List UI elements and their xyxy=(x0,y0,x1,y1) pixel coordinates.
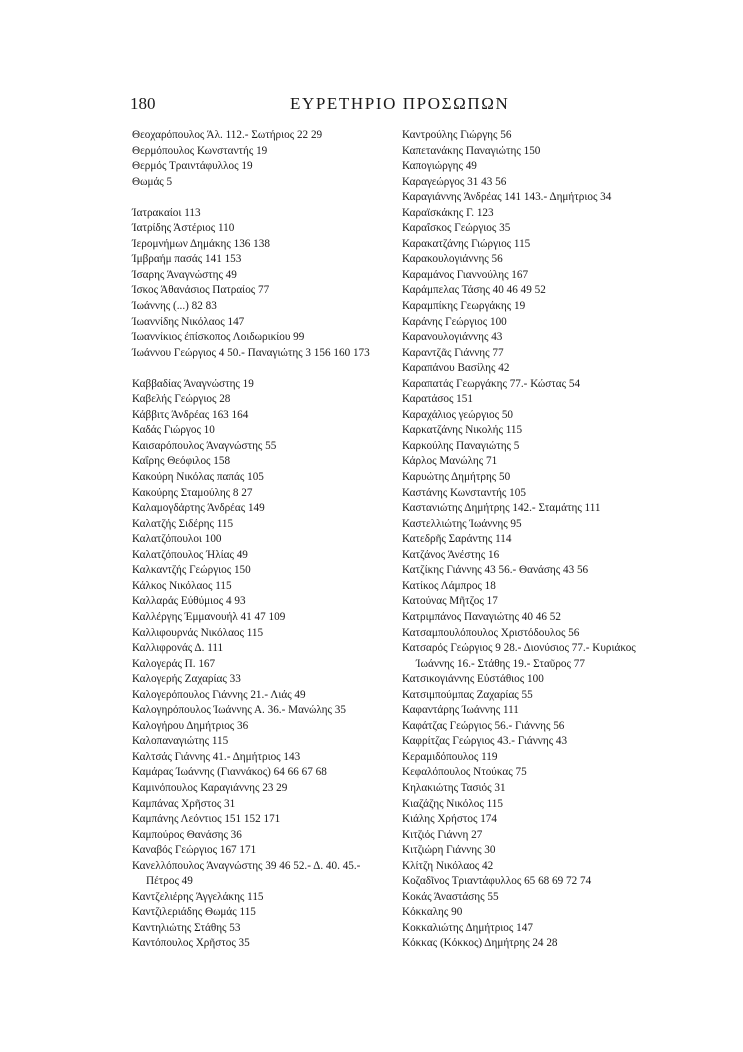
right-index-column xyxy=(402,128,642,952)
index-entry: Καλλέργης Έμμανουήλ 41 47 109 xyxy=(132,610,286,623)
index-entry: Καρυώτης Δημήτρης 50 xyxy=(402,471,511,484)
index-entry: Κηλακιώτης Τασιός 31 xyxy=(402,781,506,794)
index-entry: Καπετανάκης Παναγιώτης 150 xyxy=(402,144,541,157)
index-entry: Κιάλης Χρήστος 174 xyxy=(402,813,497,826)
index-entry: Καδάς Γιώργος 10 xyxy=(132,424,215,437)
index-entry: Καπογιώργης 49 xyxy=(402,160,477,173)
index-entry: Καραχάλιος γεώργιος 50 xyxy=(402,408,514,421)
index-entry: Καναβός Γεώργιος 167 171 xyxy=(132,844,257,857)
index-entry: Ίσαρης Άναγνώστης 49 xyxy=(132,268,237,281)
index-entry: Κατσιμπούμπας Ζαχαρίας 55 xyxy=(402,688,533,701)
index-entry: Καφάτζας Γεώργιος 56.- Γιάννης 56 xyxy=(402,719,565,732)
index-entry: Καλογηρόπουλος Ίωάννης Α. 36.- Μανώλης 35 xyxy=(132,704,346,717)
index-entry: Καρκούλης Παναγιώτης 5 xyxy=(402,439,520,452)
index-entry: Καλογεράς Π. 167 xyxy=(132,657,216,670)
index-entry: Κεραμιδόπουλος 119 xyxy=(402,750,498,763)
index-entry: Ίμβραήμ πασάς 141 153 xyxy=(132,253,242,266)
left-index-column xyxy=(132,128,372,952)
index-entry: Κακούρη Νικόλας παπάς 105 xyxy=(132,471,264,484)
index-entry: Καλοπαναγιώτης 115 xyxy=(132,735,229,748)
index-entry: Κεφαλόπουλος Ντούκας 75 xyxy=(402,766,527,779)
index-entry: Ίωάννου Γεώργιος 4 50.- Παναγιώτης 3 156 160 173 xyxy=(132,346,370,359)
index-entry: Καραπατάς Γεωργάκης 77.- Κώστας 54 xyxy=(402,377,581,390)
index-entry: Κανελλόπουλος Άναγνώστης 39 46 52.- Δ. 40. 45.- Πέτρος 49 xyxy=(132,859,361,888)
index-entry: Κοζαδῖνος Τριαντάφυλλος 65 68 69 72 74 xyxy=(402,875,592,888)
index-entry: Καραμάνος Γιαννούλης 167 xyxy=(402,268,529,281)
index-entry: Καλκαντζής Γεώργιος 150 xyxy=(132,564,251,577)
index-entry: Κάλκος Νικόλαος 115 xyxy=(132,579,232,592)
index-entry: Καντηλιώτης Στάθης 53 xyxy=(132,921,241,934)
index-entry: Καλογερόπουλος Γιάννης 21.- Λιάς 49 xyxy=(132,688,306,701)
index-entry: Καισαρόπουλος Άναγνώστης 55 xyxy=(132,439,277,452)
index-entry: Καρακατζάνης Γιώργιος 115 xyxy=(402,237,531,250)
index-entry: Κιαζάζης Νικόλος 115 xyxy=(402,797,503,810)
index-entry: Κατεδρῆς Σαράντης 114 xyxy=(402,533,512,546)
index-entry: Καντζελιέρης Άγγελάκης 115 xyxy=(132,890,264,903)
index-entry: Καρκατζάνης Νικολής 115 xyxy=(402,424,523,437)
index-entry: Καραϊσκάκης Γ. 123 xyxy=(402,206,494,219)
index-entry: Ίατρίδης Άστέριος 110 xyxy=(132,222,235,235)
index-group xyxy=(132,377,372,952)
index-entry: Κόκκας (Κόκκος) Δημήτρης 24 28 xyxy=(402,937,558,950)
index-entry: Κιτζιός Γιάννη 27 xyxy=(402,828,483,841)
index-entry: Καραγιάννης Άνδρέας 141 143.- Δημήτριος 34 xyxy=(402,191,612,204)
index-entry: Καρανουλογιάννης 43 xyxy=(402,331,503,344)
index-entry: Καλογήρου Δημήτριος 36 xyxy=(132,719,249,732)
index-entry: Ίωαννίδης Νικόλαος 147 xyxy=(132,315,245,328)
index-entry: Καλλιφρονάς Δ. 111 xyxy=(132,642,224,655)
index-entry: Καρακουλογιάννης 56 xyxy=(402,253,503,266)
index-entry: Καφρίτζας Γεώργιος 43.- Γιάννης 43 xyxy=(402,735,568,748)
page-number: 180 xyxy=(130,94,156,113)
index-entry: Κλίτζη Νικόλαος 42 xyxy=(402,859,494,872)
index-entry: Καραντζᾶς Γιάννης 77 xyxy=(402,346,504,359)
index-entry: Καμάρας Ίωάννης (Γιαννάκος) 64 66 67 68 xyxy=(132,766,327,779)
index-entry: Καντόπουλος Χρῆστος 35 xyxy=(132,937,250,950)
index-entry: Κόκκαλης 90 xyxy=(402,906,463,919)
index-entry: Θεοχαρόπουλος Άλ. 112.- Σωτήριος 22 29 xyxy=(132,129,323,141)
index-entry: Καραΐσκος Γεώργιος 35 xyxy=(402,222,511,235)
index-entry: Καντζιλεριάδης Θωμάς 115 xyxy=(132,906,256,919)
index-entry: Καλλιφουρνάς Νικόλαος 115 xyxy=(132,626,264,639)
index-entry: Καλαμογδάρτης Άνδρέας 149 xyxy=(132,502,265,515)
index-entry: Κάρλος Μανώλης 71 xyxy=(402,455,498,468)
index-entry: Καραγεώργος 31 43 56 xyxy=(402,175,507,188)
index-entry: Ίσκος Άθανάσιος Πατραίος 77 xyxy=(132,284,270,297)
index-entry: Καββαδίας Άναγνώστης 19 xyxy=(132,377,254,390)
index-entry: Κατίκος Λάμπρος 18 xyxy=(402,579,496,592)
index-entry: Καμπάνας Χρῆστος 31 xyxy=(132,797,236,810)
index-entry: Καΐρης Θεόφιλος 158 xyxy=(132,455,231,468)
index-entry: Καστανιώτης Δημήτρης 142.- Σταμάτης 111 xyxy=(402,502,601,515)
index-entry: Θερμός Τραιντάφυλλος 19 xyxy=(132,160,253,173)
index-entry: Καράμπελας Τάσης 40 46 49 52 xyxy=(402,284,546,297)
index-group xyxy=(132,128,372,190)
index-entry: Κατσαρός Γεώργιος 9 28.- Διονύσιος 77.- Κυριάκος Ίωάννης 16.- Στάθης 19.- Σταῦρος 77 xyxy=(402,642,636,670)
index-entry: Ίατρακαίοι 113 xyxy=(132,206,201,219)
index-entry: Καμπούρος Θανάσης 36 xyxy=(132,828,242,841)
index-entry: Καστάνης Κωνσταντής 105 xyxy=(402,486,526,499)
index-entry: Καμινόπουλος Καραγιάννης 23 29 xyxy=(132,781,288,794)
index-entry: Κοκάς Άναστάσης 55 xyxy=(402,890,499,903)
index-entry: Καστελλιώτης Ίωάννης 95 xyxy=(402,517,522,530)
index-entry: Κατζάνος Άνέστης 16 xyxy=(402,548,500,561)
index-entry: Καλατζόπουλος Ήλίας 49 xyxy=(132,548,248,561)
index-entry: Κιτζιώρη Γιάννης 30 xyxy=(402,844,496,857)
index-entry: Καραμπίκης Γεωργάκης 19 xyxy=(402,300,526,313)
index-entry: Καντρούλης Γιώργης 56 xyxy=(402,129,512,141)
index-entry: Καλτσάς Γιάννης 41.- Δημήτριος 143 xyxy=(132,750,301,763)
index-entry: Κατσικογιάννης Εὐστάθιος 100 xyxy=(402,673,544,686)
index-entry: Καβελής Γεώργιος 28 xyxy=(132,393,231,406)
index-group xyxy=(132,206,372,361)
index-entry: Κοκκαλιώτης Δημήτριος 147 xyxy=(402,921,533,934)
index-entry: Κακούρης Σταμούλης 8 27 xyxy=(132,486,253,499)
index-entry: Καλλαράς Εύθύμιος 4 93 xyxy=(132,595,246,608)
index-entry: Ίερομνήμων Δημάκης 136 138 xyxy=(132,237,270,250)
index-entry: Καρατάσος 151 xyxy=(402,393,473,406)
index-entry: Καράνης Γεώργιος 100 xyxy=(402,315,507,328)
index-entry: Καφαντάρης Ίωάννης 111 xyxy=(402,704,519,717)
index-entry: Καμπάνης Λεόντιος 151 152 171 xyxy=(132,813,281,826)
index-entry: Κατούνας Μῆτζος 17 xyxy=(402,595,498,608)
index-entry: Κατσαμπουλόπουλος Χριστόδουλος 56 xyxy=(402,626,580,639)
index-entry: Καλογερής Ζαχαρίας 33 xyxy=(132,673,241,686)
index-entry: Ίωάννης (...) 82 83 xyxy=(132,300,217,313)
index-entry: Θωμάς 5 xyxy=(132,175,173,188)
index-entry: Καλατζής Σιδέρης 115 xyxy=(132,517,234,530)
group-spacer xyxy=(132,361,372,377)
index-entry: Κατριμπάνος Παναγιώτης 40 46 52 xyxy=(402,610,561,623)
running-title: ΕΥΡΕΤΗΡΙΟ ΠΡΟΣΩΠΩΝ xyxy=(290,94,510,113)
group-spacer xyxy=(132,190,372,206)
index-entry: Καραπάνου Βασίλης 42 xyxy=(402,362,510,375)
index-entry: Ίωαννίκιος έπίσκοπος Λοιδωρικίου 99 xyxy=(132,331,305,344)
index-entry: Κατζίκης Γιάννης 43 56.- Θανάσης 43 56 xyxy=(402,564,589,577)
index-entry: Κάββιτς Άνδρέας 163 164 xyxy=(132,408,249,421)
index-entry: Καλατζόπουλοι 100 xyxy=(132,533,222,546)
index-entry: Θερμόπουλος Κωνσταντής 19 xyxy=(132,144,268,157)
